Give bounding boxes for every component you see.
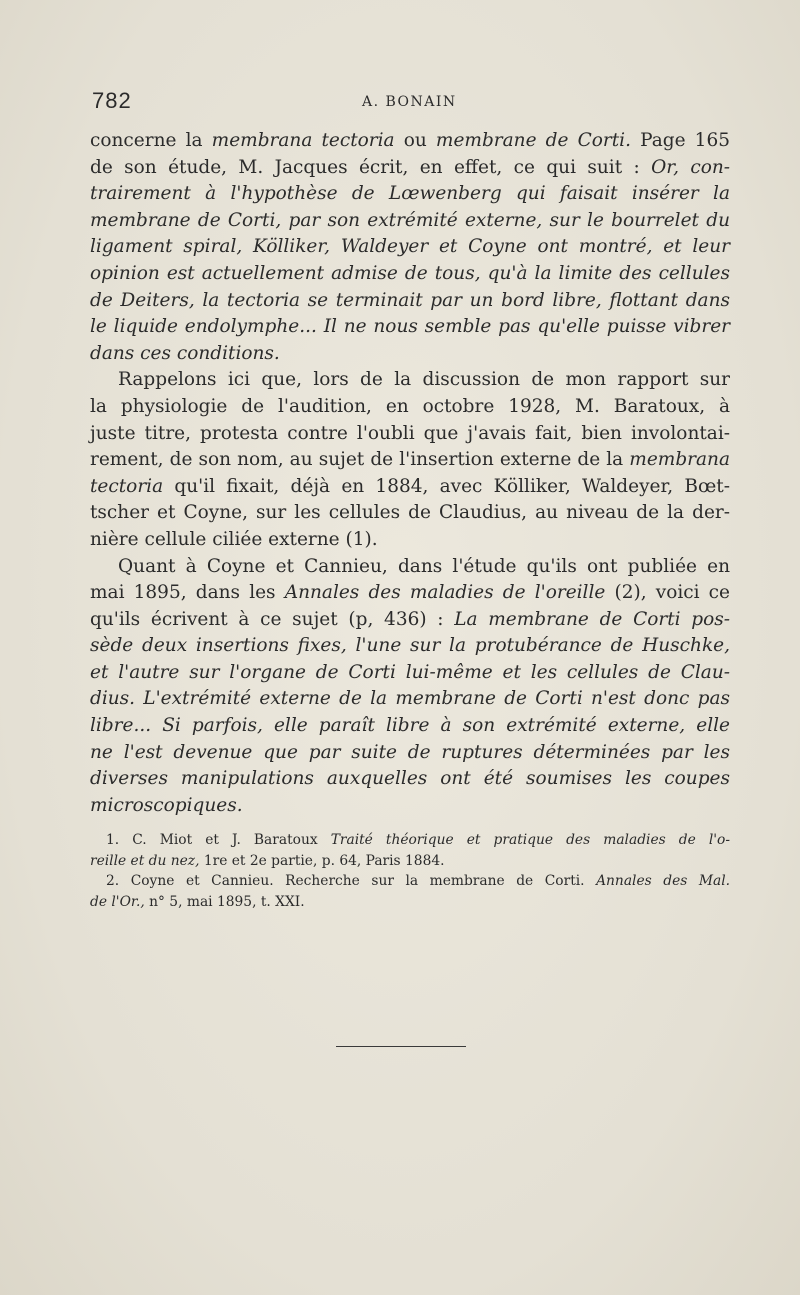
text-run: ou xyxy=(394,130,436,151)
text-run: tscher et Coyne, sur les cellules de Claudius, au niveau de la der- xyxy=(90,502,730,524)
main-text xyxy=(90,128,730,819)
footnote-line xyxy=(90,830,730,851)
footnote-line xyxy=(90,851,730,872)
text-run: n° 5, mai 1895, t. XXI. xyxy=(144,893,305,910)
italic-text: Annales des Mal. xyxy=(596,873,730,889)
text-line xyxy=(90,341,730,368)
text-line xyxy=(90,421,730,448)
italic-text: opinion est actuellement admise de tous, qu'à la limite des cellules xyxy=(90,262,730,284)
italic-text: le liquide endolymphe... Il ne nous semble pas qu'elle puisse vibrer xyxy=(90,316,730,338)
footnote-line xyxy=(90,892,730,913)
text-line xyxy=(90,394,730,421)
text-run: juste titre, protesta contre l'oubli que j'avais fait, bien involontai- xyxy=(90,422,730,444)
bottom-rule xyxy=(336,1046,466,1047)
text-run: Rappelons ici que, lors de la discussion de mon rapport sur xyxy=(118,369,730,391)
italic-text: de l'Or., xyxy=(90,893,145,910)
italic-text: membrana xyxy=(629,449,730,471)
page-header xyxy=(92,88,732,118)
italic-text: membrana tectoria xyxy=(211,130,395,151)
text-run: 1re et 2e partie, p. 64, Paris 1884. xyxy=(199,852,445,869)
text-run: (2), voici ce xyxy=(605,582,730,604)
text-run: de son étude, M. Jacques écrit, en effet, ce qui suit : xyxy=(90,156,652,178)
italic-text: et l'autre sur l'organe de Corti lui-même et les cellules de Clau- xyxy=(90,661,730,683)
text-line xyxy=(90,474,730,501)
text-run: Page 165 xyxy=(630,130,730,151)
italic-text: Annales des maladies de l'oreille xyxy=(284,582,606,604)
footnote-line xyxy=(90,871,730,892)
text-line xyxy=(90,766,730,793)
text-line xyxy=(90,500,730,527)
italic-text: tectoria xyxy=(90,475,164,497)
text-line xyxy=(90,155,730,182)
text-run: qu'il fixait, déjà en 1884, avec Kölliker, Waldeyer, Bœt- xyxy=(163,475,730,497)
italic-text: membrane de Corti. xyxy=(435,130,631,151)
italic-text: diverses manipulations auxquelles ont été soumises les coupes xyxy=(90,768,730,790)
text-run: 2. Coyne et Cannieu. Recherche sur la membrane de Corti. xyxy=(106,873,597,889)
text-run: nière cellule ciliée externe (1). xyxy=(90,528,378,550)
italic-text: dans ces conditions. xyxy=(90,342,280,364)
text-line xyxy=(90,660,730,687)
italic-text: membrane de Corti, par son extrémité externe, sur le bourrelet du xyxy=(90,209,730,231)
text-line xyxy=(90,607,730,634)
text-line xyxy=(90,208,730,235)
italic-text: sède deux insertions fixes, l'une sur la protubérance de Huschke, xyxy=(90,635,730,657)
text-line xyxy=(90,793,730,820)
text-line xyxy=(90,261,730,288)
italic-text: ligament spiral, Kölliker, Waldeyer et Coyne ont montré, et leur xyxy=(90,236,730,258)
text-line xyxy=(90,181,730,208)
text-line xyxy=(90,234,730,261)
italic-text: microscopiques. xyxy=(90,794,243,816)
text-run: mai 1895, dans les xyxy=(90,582,285,604)
text-line xyxy=(90,447,730,474)
italic-text: reille et du nez, xyxy=(90,852,200,869)
italic-text: libre... Si parfois, elle paraît libre à son extrémité externe, elle xyxy=(90,715,730,737)
text-run: 1. C. Miot et J. Baratoux xyxy=(106,832,331,848)
italic-text: de Deiters, la tectoria se terminait par un bord libre, flottant dans xyxy=(90,289,730,311)
italic-text: trairement à l'hypothèse de Lœwenberg qui faisait insérer la xyxy=(90,183,730,205)
text-line xyxy=(90,314,730,341)
text-line xyxy=(90,740,730,767)
text-line xyxy=(90,686,730,713)
text-line xyxy=(90,527,730,554)
text-run: Quant à Coyne et Cannieu, dans l'étude qu'ils ont publiée en xyxy=(118,555,730,577)
text-line xyxy=(90,554,730,581)
text-line xyxy=(90,288,730,315)
text-line xyxy=(90,713,730,740)
footnotes xyxy=(90,830,730,912)
running-head: A. BONAIN xyxy=(362,94,457,110)
text-run: la physiologie de l'audition, en octobre 1928, M. Baratoux, à xyxy=(90,395,730,417)
italic-text: Traité théorique et pratique des maladies de l'o- xyxy=(330,832,730,848)
text-run: rement, de son nom, au sujet de l'insertion externe de la xyxy=(90,449,630,471)
italic-text: La membrane de Corti pos- xyxy=(454,608,730,630)
text-line xyxy=(90,580,730,607)
italic-text: Or, con- xyxy=(651,156,730,178)
text-line xyxy=(90,128,730,155)
text-run: qu'ils écrivent à ce sujet (p, 436) : xyxy=(90,608,455,630)
text-line xyxy=(90,633,730,660)
page-number: 782 xyxy=(92,88,132,113)
text-run: concerne la xyxy=(90,130,212,151)
italic-text: ne l'est devenue que par suite de ruptures déterminées par les xyxy=(90,741,730,763)
italic-text: dius. L'extrémité externe de la membrane de Corti n'est donc pas xyxy=(90,688,730,710)
text-line xyxy=(90,367,730,394)
